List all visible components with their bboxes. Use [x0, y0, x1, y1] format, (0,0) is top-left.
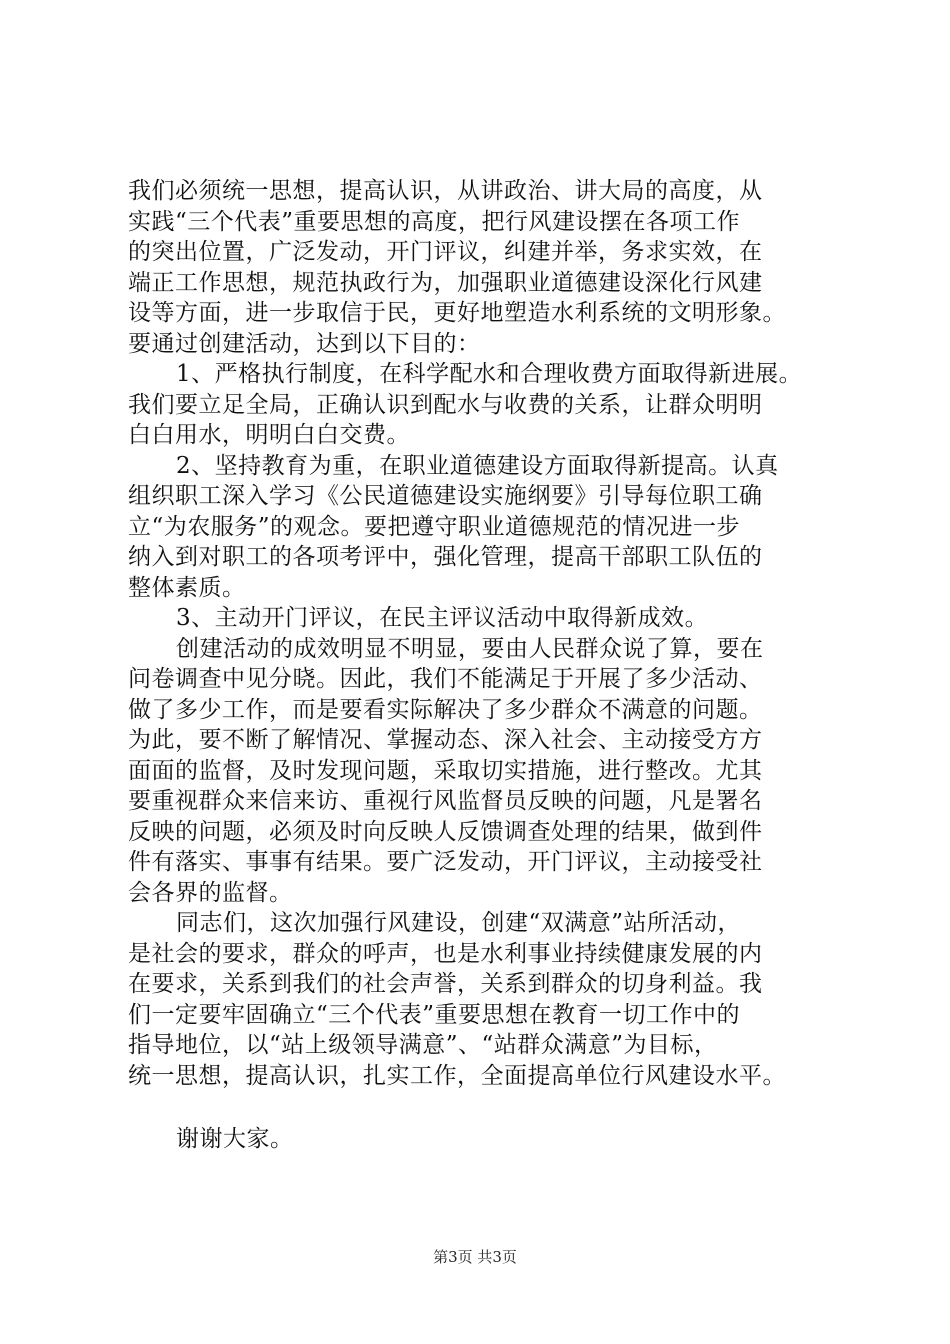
text-line: 的突出位置，广泛发动，开门评议，纠建并举，务求实效，在	[128, 239, 763, 265]
paragraph-start: 同志们，这次加强行风建设，创建“双满意”站所活动，	[176, 910, 742, 936]
paragraph-start: 创建活动的成效明显不明显，要由人民群众说了算，要在	[176, 635, 764, 662]
text-line: 统一思想，提高认识，扎实工作，全面提高单位行风建设水平。	[128, 1062, 786, 1089]
text-line: 会各界的监督。	[128, 879, 293, 906]
text-line: 面面的监督，及时发现问题，采取切实措施，进行整改。尤其	[128, 757, 763, 784]
text-line: 反映的问题，必须及时向反映人反馈调查处理的结果，做到件	[128, 818, 763, 845]
page-footer: 第3页 共3页	[433, 1248, 517, 1266]
text-line: 件有落实、事事有结果。要广泛发动，开门评议，主动接受社	[128, 849, 763, 875]
text-line: 纳入到对职工的各项考评中，强化管理，提高干部职工队伍的	[128, 544, 763, 570]
text-line: 指导地位，以“站上级领导满意”、“站群众满意”为目标，	[128, 1032, 718, 1058]
text-line: 白白用水，明明白白交费。	[128, 422, 410, 448]
text-line: 为此，要不断了解情况、掌握动态、深入社会、主动接受方方	[128, 727, 763, 753]
closing-remark: 谢谢大家。	[176, 1126, 294, 1152]
text-line: 是社会的要求，群众的呼声，也是水利事业持续健康发展的内	[128, 940, 763, 967]
list-item-1: 1、严格执行制度，在科学配水和合理收费方面取得新进展。	[176, 361, 803, 387]
text-line: 整体素质。	[128, 574, 246, 601]
text-line: 组织职工深入学习《公民道德建设实施纲要》引导每位职工确	[128, 483, 763, 509]
text-line: 问卷调查中见分晓。因此，我们不能满足于开展了多少活动、	[128, 666, 763, 692]
list-item-2: 2、坚持教育为重，在职业道德建设方面取得新提高。认真	[176, 452, 779, 479]
text-line: 实践“三个代表”重要思想的高度，把行风建设摆在各项工作	[128, 208, 741, 235]
text-line: 做了多少工作，而是要看实际解决了多少群众不满意的问题。	[128, 696, 763, 723]
text-line: 们一定要牢固确立“三个代表”重要思想在教育一切工作中的	[128, 1001, 741, 1028]
text-line: 要重视群众来信来访、重视行风监督员反映的问题，凡是署名	[128, 788, 763, 814]
text-line: 我们必须统一思想，提高认识，从讲政治、讲大局的高度，从	[128, 178, 763, 204]
list-item-3: 3、主动开门评议，在民主评议活动中取得新成效。	[176, 605, 709, 631]
text-line: 设等方面，进一步取信于民，更好地塑造水利系统的文明形象。	[128, 300, 786, 326]
text-line: 立“为农服务”的观念。要把遵守职业道德规范的情况进一步	[128, 513, 741, 540]
body-text	[128, 176, 858, 1091]
text-line: 要通过创建活动，达到以下目的：	[128, 330, 481, 357]
text-line: 端正工作思想，规范执政行为，加强职业道德建设深化行风建	[128, 269, 763, 296]
text-line: 在要求，关系到我们的社会声誉，关系到群众的切身利益。我	[128, 971, 763, 997]
text-line: 我们要立足全局，正确认识到配水与收费的关系，让群众明明	[128, 391, 763, 418]
